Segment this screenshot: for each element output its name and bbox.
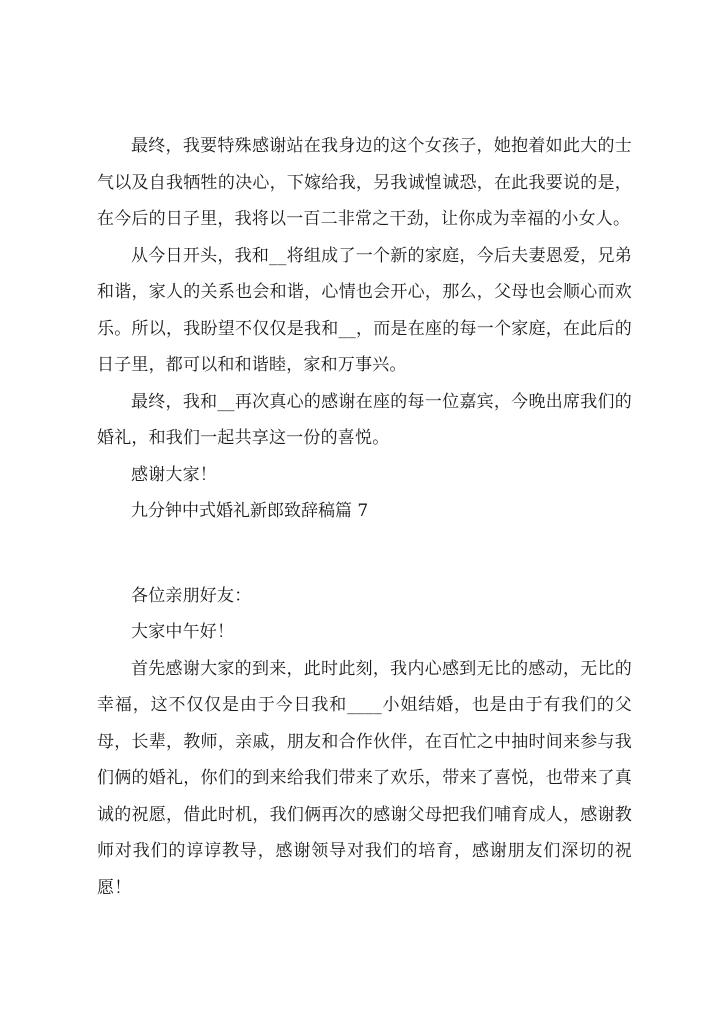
paragraph-thanks-all: 感谢大家！ — [131, 464, 217, 485]
paragraph-greeting: 大家中午好！ — [131, 622, 235, 642]
paragraph-thanks-bride: 最终，我要特殊感谢站在我身边的这个女孩子，她抱着如此大的士气以及自我牺牲的决心，下嫁给我，另我诚惶诚恐，在此我要说的是，在今后的日子里，我将以一百二非常之干劲，让你成为幸福的小女人。 — [97, 136, 632, 229]
section-gap — [97, 530, 632, 578]
paragraph-opening-thanks: 首先感谢大家的到来，此时此刻，我内心感到无比的感动，无比的幸福，这不仅仅是由于今日我和____小姐结婚，也是由于有我们的父母，长辈，教师，亲戚，朋友和合作伙伴，在百忙之中抽时间来参与我们俩的婚礼，你们的到来给我们带来了欢乐，带来了喜悦，也带来了真诚的祝愿，借此时机，我们俩再次的感谢父母把我们哺育成人，感谢教师对我们的谆谆教导，感谢领导对我们的培育，感谢朋友们深切的祝愿！ — [97, 658, 632, 898]
section-title: 九分钟中式婚礼新郎致辞稿篇 7 — [131, 501, 369, 521]
document-body — [97, 128, 632, 906]
paragraph-new-family: 从今日开头，我和__将组成了一个新的家庭，今后夫妻恩爱，兄弟和谐，家人的关系也会和谐，心情也会开心，那么，父母也会顺心而欢乐。所以，我盼望不仅仅是我和__，而是在座的每一个家庭，在此后的日子里，都可以和和谐睦，家和万事兴。 — [97, 245, 632, 375]
paragraph-thanks-guests: 最终，我和__再次真心的感谢在座的每一位嘉宾，今晚出席我们的婚礼，和我们一起共享这一份的喜悦。 — [97, 391, 632, 448]
paragraph-salutation: 各位亲朋好友： — [131, 585, 252, 606]
